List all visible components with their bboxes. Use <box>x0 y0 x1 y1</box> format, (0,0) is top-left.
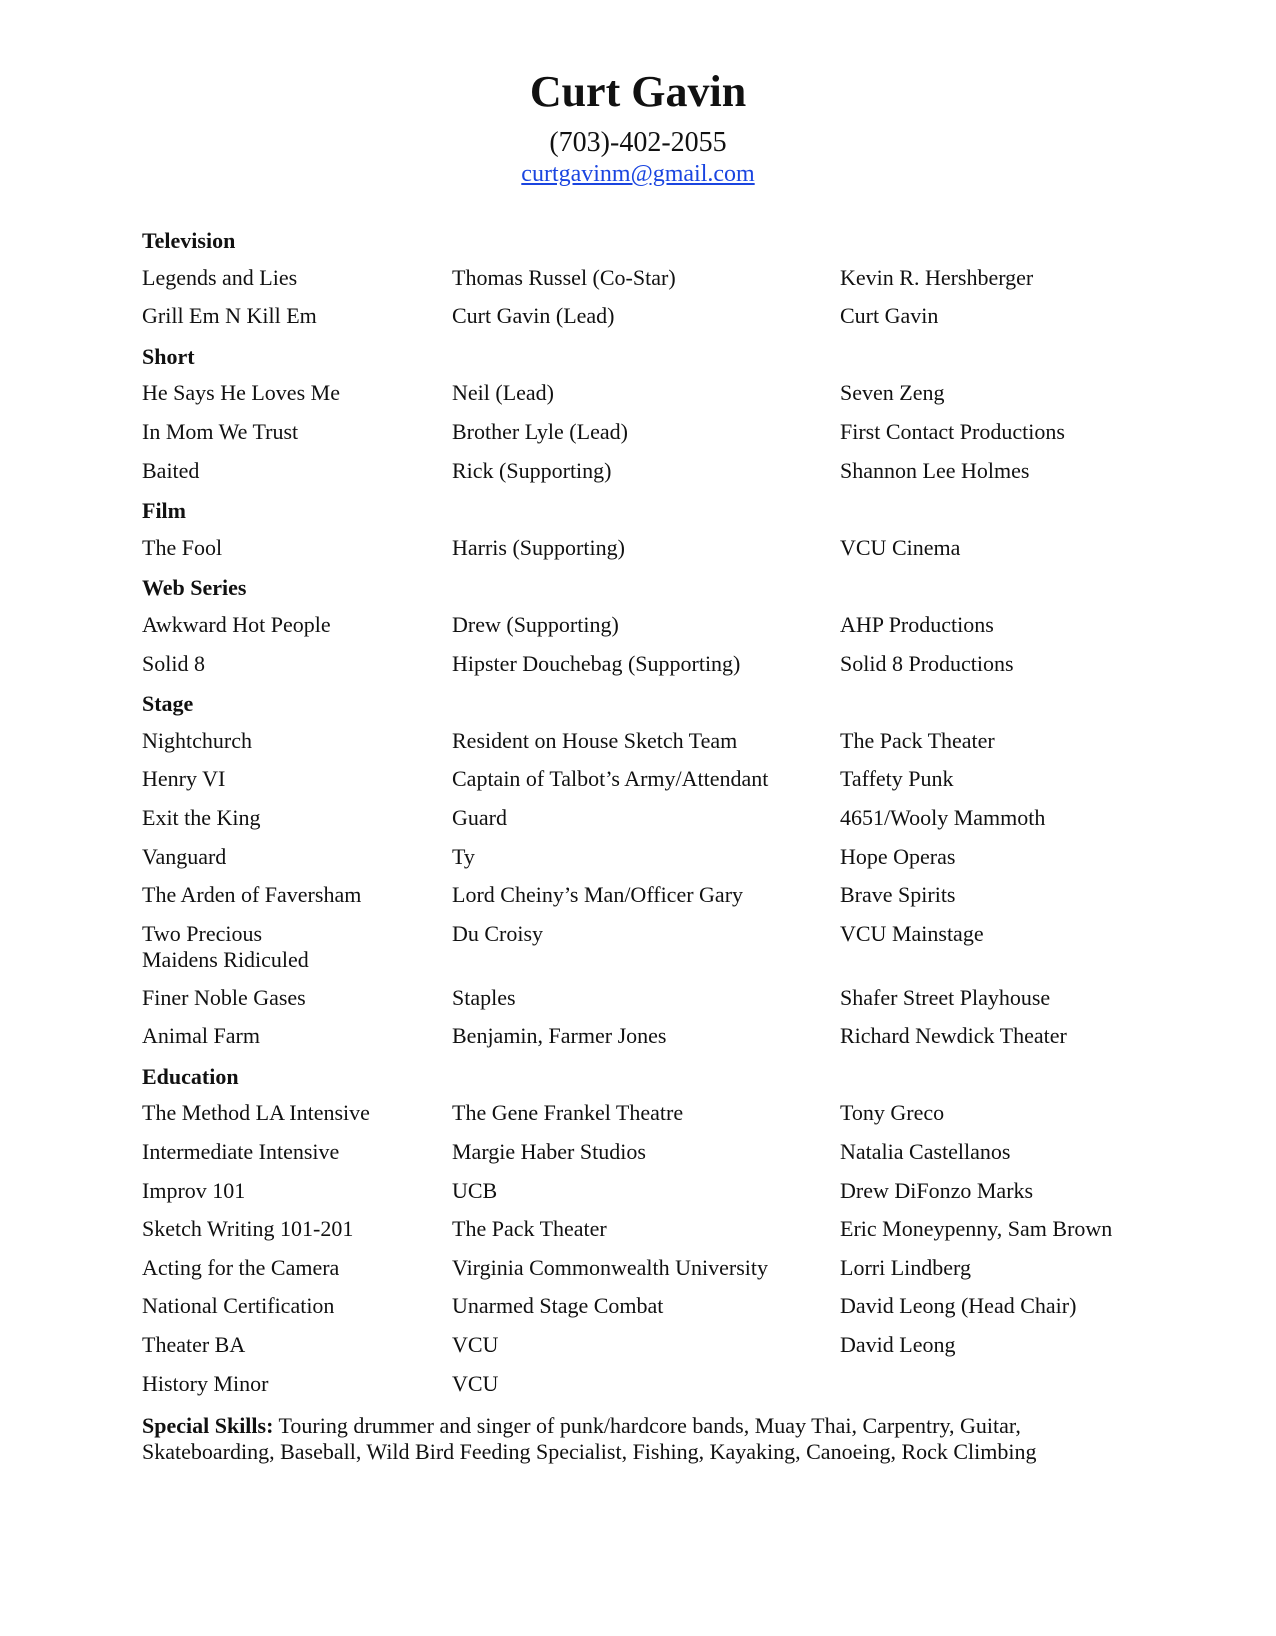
credit-company: Richard Newdick Theater <box>840 1023 1067 1049</box>
credit-title: Legends and Lies <box>142 264 298 290</box>
credit-row <box>142 1255 1142 1294</box>
credit-row <box>142 612 1142 651</box>
credit-title: Theater BA <box>142 1332 246 1358</box>
credit-company: Shannon Lee Holmes <box>840 457 1030 483</box>
credit-row <box>142 1332 1142 1371</box>
credit-company: Seven Zeng <box>840 380 945 406</box>
credit-company: 4651/Wooly Mammoth <box>840 804 1046 830</box>
credit-row <box>142 1023 1142 1062</box>
credit-row <box>142 882 1142 921</box>
credit-title: The Fool <box>142 534 223 560</box>
credit-company: Brave Spirits <box>840 882 956 908</box>
credit-row <box>142 1293 1142 1332</box>
credit-company: Eric Moneypenny, Sam Brown <box>840 1216 1113 1242</box>
credit-title: Sketch Writing 101-201 <box>142 1216 354 1242</box>
credit-row <box>142 1216 1142 1255</box>
credit-company: Drew DiFonzo Marks <box>840 1177 1034 1203</box>
credit-row <box>142 1100 1142 1139</box>
credit-row <box>142 805 1142 844</box>
credit-company: AHP Productions <box>840 611 994 637</box>
credit-title: Nightchurch <box>142 727 252 753</box>
credit-title: Solid 8 <box>142 650 205 676</box>
credit-title: Acting for the Camera <box>142 1254 340 1280</box>
credit-role: The Pack Theater <box>452 1216 607 1242</box>
section-heading-stage: Stage <box>142 691 194 717</box>
credit-role: Du Croisy <box>452 920 544 946</box>
credit-company: Natalia Castellanos <box>840 1139 1011 1165</box>
credit-row <box>142 1178 1142 1217</box>
credit-title: Intermediate Intensive <box>142 1139 340 1165</box>
credit-role: Hipster Douchebag (Supporting) <box>452 650 741 676</box>
credit-company: Taffety Punk <box>840 766 954 792</box>
credit-row <box>142 985 1142 1024</box>
credit-company: Lorri Lindberg <box>840 1254 971 1280</box>
section-heading-web: Web Series <box>142 575 247 601</box>
special-skills-text: Touring drummer and singer of punk/hardcore bands, Muay Thai, Carpentry, Guitar, Skateboarding, Baseball, Wild Bird Feeding Specialist, Fishing, Kayaking, Canoeing, Rock Climbing <box>142 1413 1037 1465</box>
section-heading-television: Television <box>142 228 236 253</box>
credit-role: Staples <box>452 984 516 1010</box>
credit-company: The Pack Theater <box>840 727 995 753</box>
credit-title: The Arden of Faversham <box>142 882 362 908</box>
credit-role: Harris (Supporting) <box>452 534 625 560</box>
credit-role: Unarmed Stage Combat <box>452 1293 664 1319</box>
credit-role: Curt Gavin (Lead) <box>452 303 615 329</box>
credit-title: Baited <box>142 457 200 483</box>
credit-title: Awkward Hot People <box>142 611 331 637</box>
credit-role: UCB <box>452 1177 498 1203</box>
credit-company: Hope Operas <box>840 843 956 869</box>
credit-title: Two Precious Maidens Ridiculed <box>142 920 309 972</box>
credit-role: Neil (Lead) <box>452 380 554 406</box>
credit-role: Drew (Supporting) <box>452 611 619 637</box>
credit-title: Exit the King <box>142 804 261 830</box>
credit-title: Henry VI <box>142 766 226 792</box>
credit-role: VCU <box>452 1332 499 1358</box>
credit-role: Guard <box>452 804 507 830</box>
credit-role: Lord Cheiny’s Man/Officer Gary <box>452 882 744 908</box>
credit-row <box>142 921 1142 985</box>
credit-sections <box>142 226 1142 1409</box>
credit-company: Shafer Street Playhouse <box>840 984 1051 1010</box>
credit-title: He Says He Loves Me <box>142 380 340 406</box>
credit-row <box>142 303 1142 342</box>
resume-header <box>0 66 1276 188</box>
resume-name: Curt Gavin <box>529 67 747 116</box>
credit-row <box>142 419 1142 458</box>
credit-role: Virginia Commonwealth University <box>452 1254 769 1280</box>
credit-company: David Leong (Head Chair) <box>840 1293 1077 1319</box>
section-heading-short: Short <box>142 343 195 369</box>
credit-role: Brother Lyle (Lead) <box>452 418 628 444</box>
credit-role: Thomas Russel (Co-Star) <box>452 264 676 290</box>
credit-role: Ty <box>452 843 475 869</box>
credit-title: Improv 101 <box>142 1177 246 1203</box>
credit-row <box>142 380 1142 419</box>
resume-body <box>142 226 1142 1465</box>
credit-row <box>142 844 1142 883</box>
phone-number: (703)-402-2055 <box>549 127 727 158</box>
credit-role: Margie Haber Studios <box>452 1139 646 1165</box>
credit-title: Vanguard <box>142 843 227 869</box>
credit-row <box>142 766 1142 805</box>
credit-title: National Certification <box>142 1293 335 1319</box>
credit-row <box>142 265 1142 304</box>
credit-title: Grill Em N Kill Em <box>142 303 317 329</box>
credit-company: David Leong <box>840 1332 956 1358</box>
credit-title: Finer Noble Gases <box>142 984 306 1010</box>
email-link[interactable]: curtgavinm@gmail.com <box>521 161 755 187</box>
credit-role: Resident on House Sketch Team <box>452 727 738 753</box>
credit-row <box>142 1371 1142 1410</box>
credit-company: VCU Mainstage <box>840 920 984 946</box>
credit-title: The Method LA Intensive <box>142 1100 370 1126</box>
credit-company: Kevin R. Hershberger <box>840 264 1034 290</box>
credit-row <box>142 1139 1142 1178</box>
credit-title: History Minor <box>142 1370 269 1396</box>
section-heading-education: Education <box>142 1063 239 1089</box>
credit-row <box>142 728 1142 767</box>
section-heading-film: Film <box>142 498 186 524</box>
credit-company <box>840 1371 1140 1410</box>
credit-company: Tony Greco <box>840 1100 945 1126</box>
credit-role: Captain of Talbot’s Army/Attendant <box>452 766 769 792</box>
credit-role: Benjamin, Farmer Jones <box>452 1023 667 1049</box>
credit-title: Animal Farm <box>142 1023 260 1049</box>
credit-role: Rick (Supporting) <box>452 457 612 483</box>
credit-company: Curt Gavin <box>840 303 939 329</box>
credit-row <box>142 458 1142 497</box>
credit-row <box>142 535 1142 574</box>
credit-title: In Mom We Trust <box>142 418 299 444</box>
credit-row <box>142 651 1142 690</box>
credit-role: The Gene Frankel Theatre <box>452 1100 684 1126</box>
special-skills <box>142 1413 1142 1465</box>
credit-company: Solid 8 Productions <box>840 650 1014 676</box>
credit-role: VCU <box>452 1370 499 1396</box>
credit-company: First Contact Productions <box>840 418 1065 444</box>
credit-company: VCU Cinema <box>840 534 961 560</box>
special-skills-label: Special Skills: <box>142 1413 274 1439</box>
